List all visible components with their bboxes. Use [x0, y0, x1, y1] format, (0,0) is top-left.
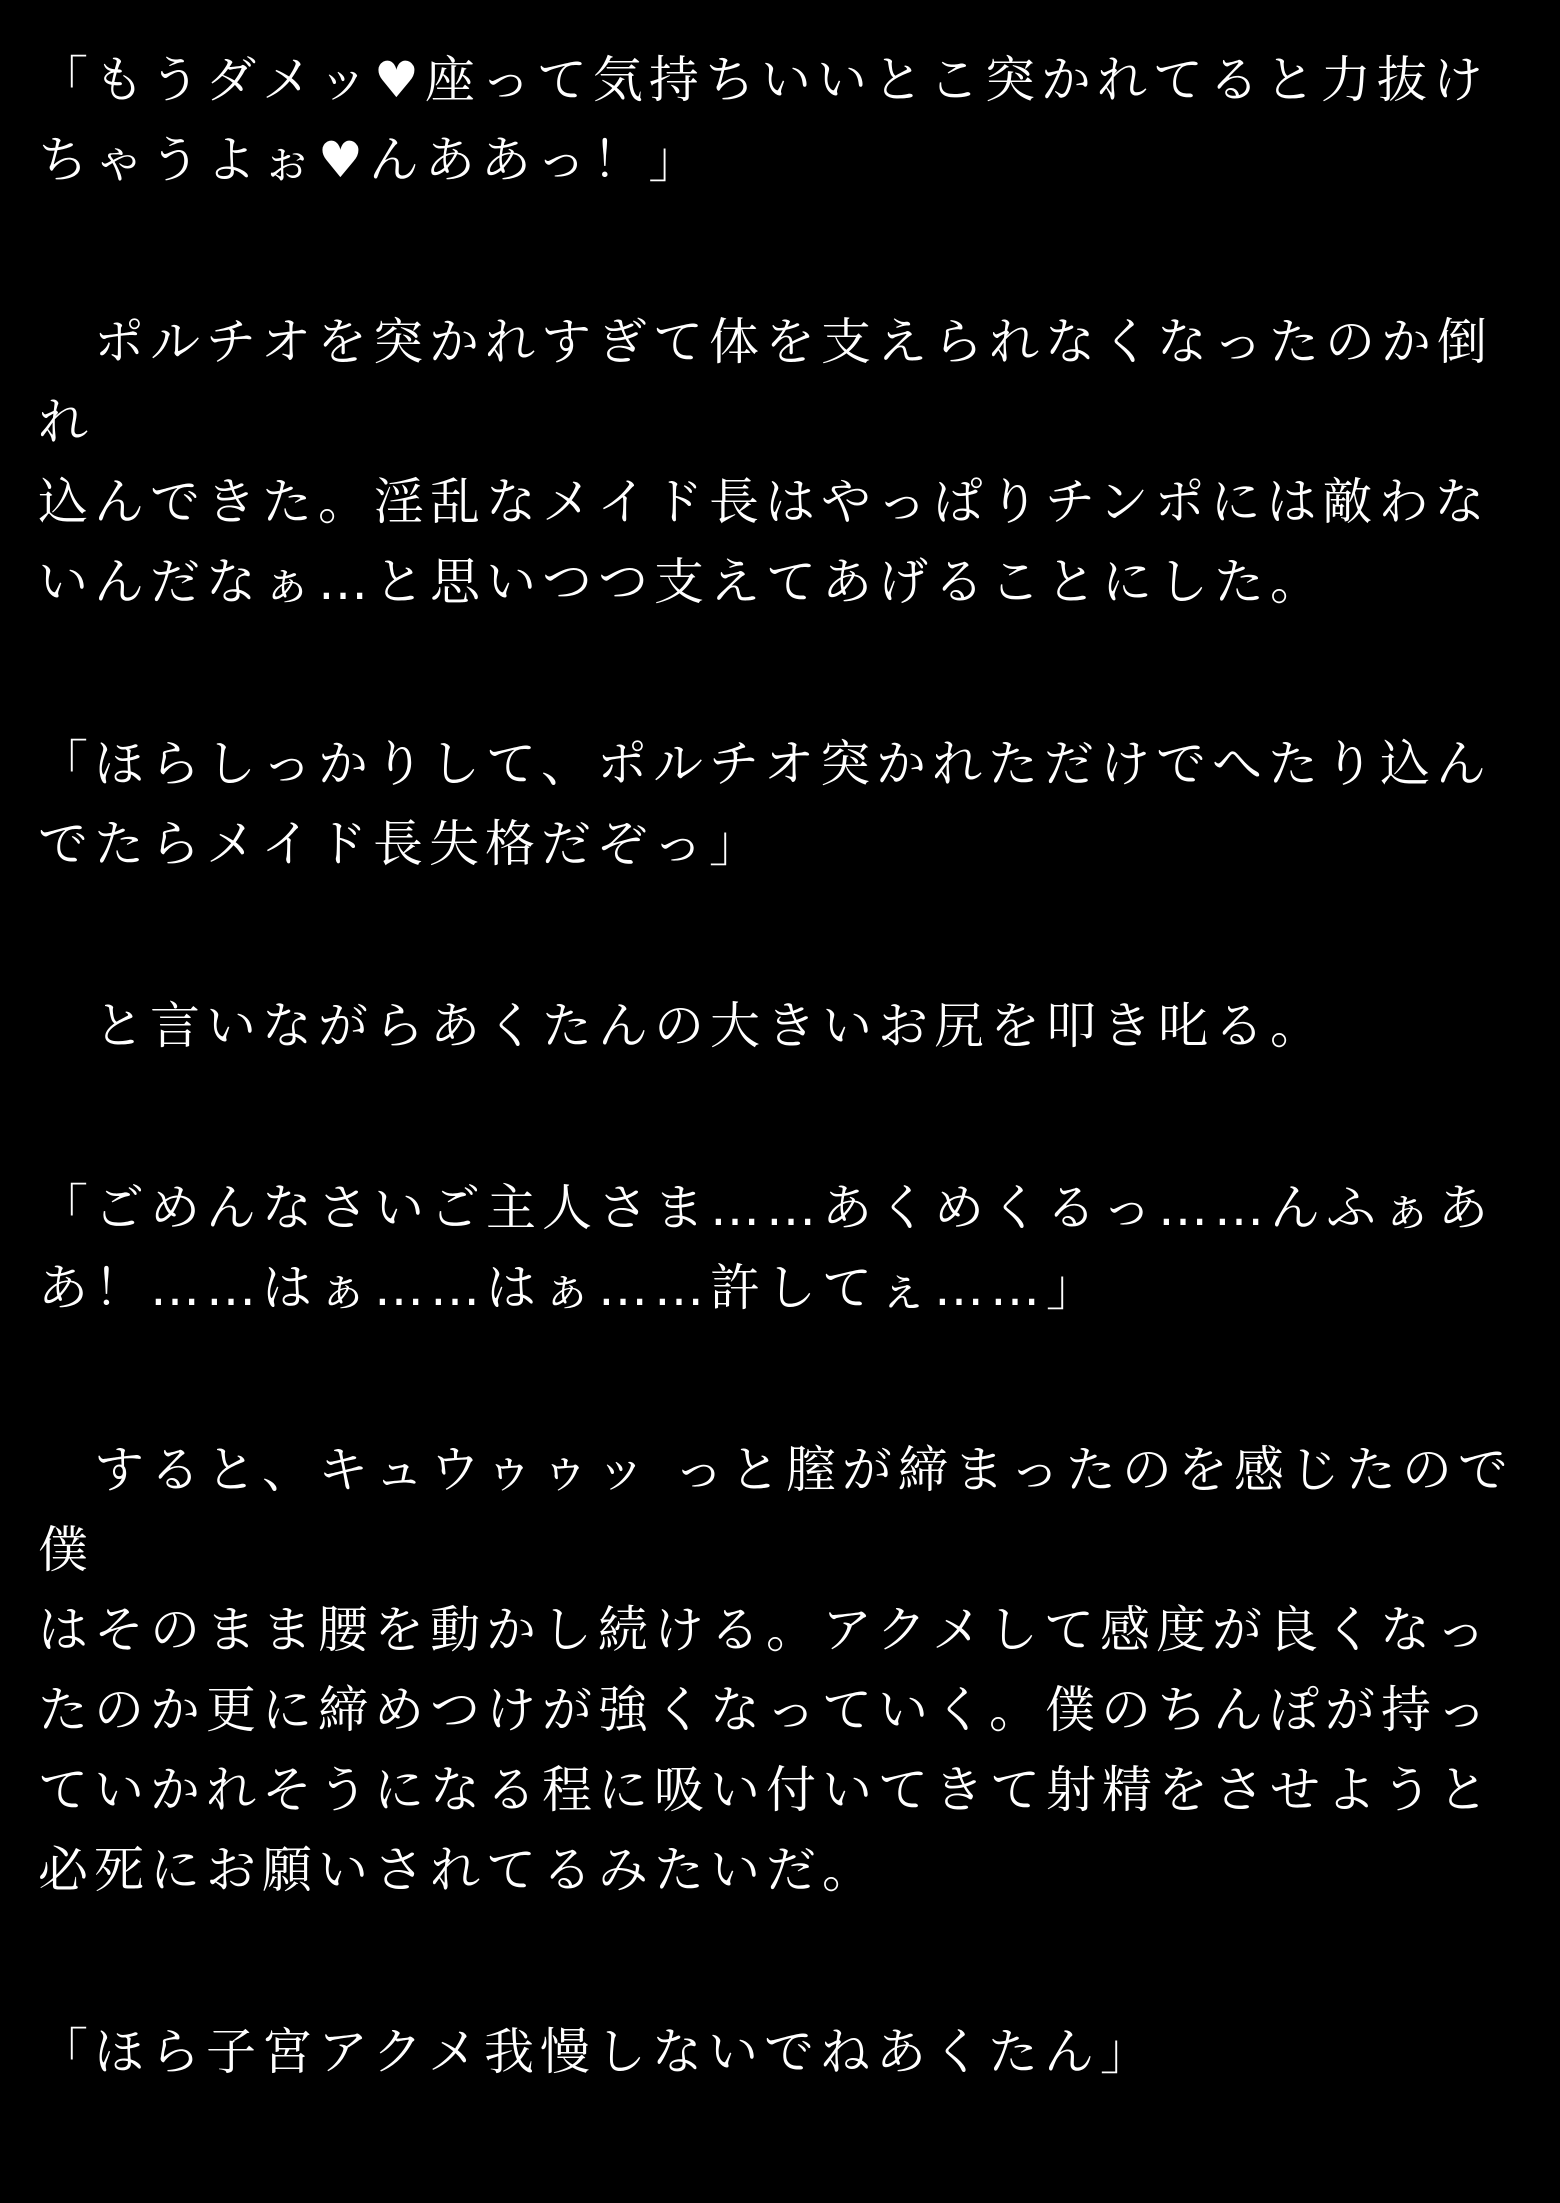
- dialogue-paragraph: [38, 724, 1534, 884]
- text-line: 「ごめんなさいご主人さま……あくめくるっ……んふぁあ: [38, 1179, 1494, 1237]
- text-line: ていかれそうになる程に吸い付いてきて射精をさせようと: [38, 1761, 1494, 1819]
- text-line: はそのまま腰を動かし続ける。アクメして感度が良くなっ: [38, 1601, 1492, 1659]
- text-line: 必死にお願いされてるみたいだ。: [38, 1841, 878, 1899]
- dialogue-paragraph: [38, 40, 1534, 200]
- text-line: と言いながらあくたんの大きいお尻を叩き叱る。: [38, 997, 1326, 1055]
- text-line: 込んできた。淫乱なメイド長はやっぱりチンポには敵わな: [38, 473, 1491, 531]
- text-line: ポルチオを突かれすぎて体を支えられなくなったのか倒れ: [38, 313, 1493, 451]
- text-line: 「ほらしっかりして、ポルチオ突かれただけでへたり込ん: [38, 735, 1492, 793]
- text-line: ちゃうよぉ♥んああっ！」: [38, 131, 705, 189]
- dialogue-paragraph: [38, 2012, 1534, 2092]
- text-line: 「もうダメッ♥座って気持ちいいとこ突かれてると力抜け: [38, 51, 1489, 109]
- text-line: あ！……はぁ……はぁ……許してぇ……」: [38, 1259, 1102, 1317]
- text-line: 「ほら子宮アクメ我慢しないでねあくたん」: [38, 2023, 1156, 2081]
- narration-paragraph: [38, 986, 1534, 1066]
- text-line: いんだなぁ…と思いつつ支えてあげることにした。: [38, 553, 1326, 611]
- narration-paragraph: [38, 302, 1534, 622]
- text-line: たのか更に締めつけが強くなっていく。僕のちんぽが持っ: [38, 1681, 1493, 1739]
- dialogue-paragraph: [38, 1168, 1534, 1328]
- narration-paragraph: [38, 1430, 1534, 1910]
- text-line: すると、キュウゥゥッ っと膣が締まったのを感じたので 僕: [38, 1441, 1536, 1579]
- text-line: でたらメイド長失格だぞっ」: [38, 815, 765, 873]
